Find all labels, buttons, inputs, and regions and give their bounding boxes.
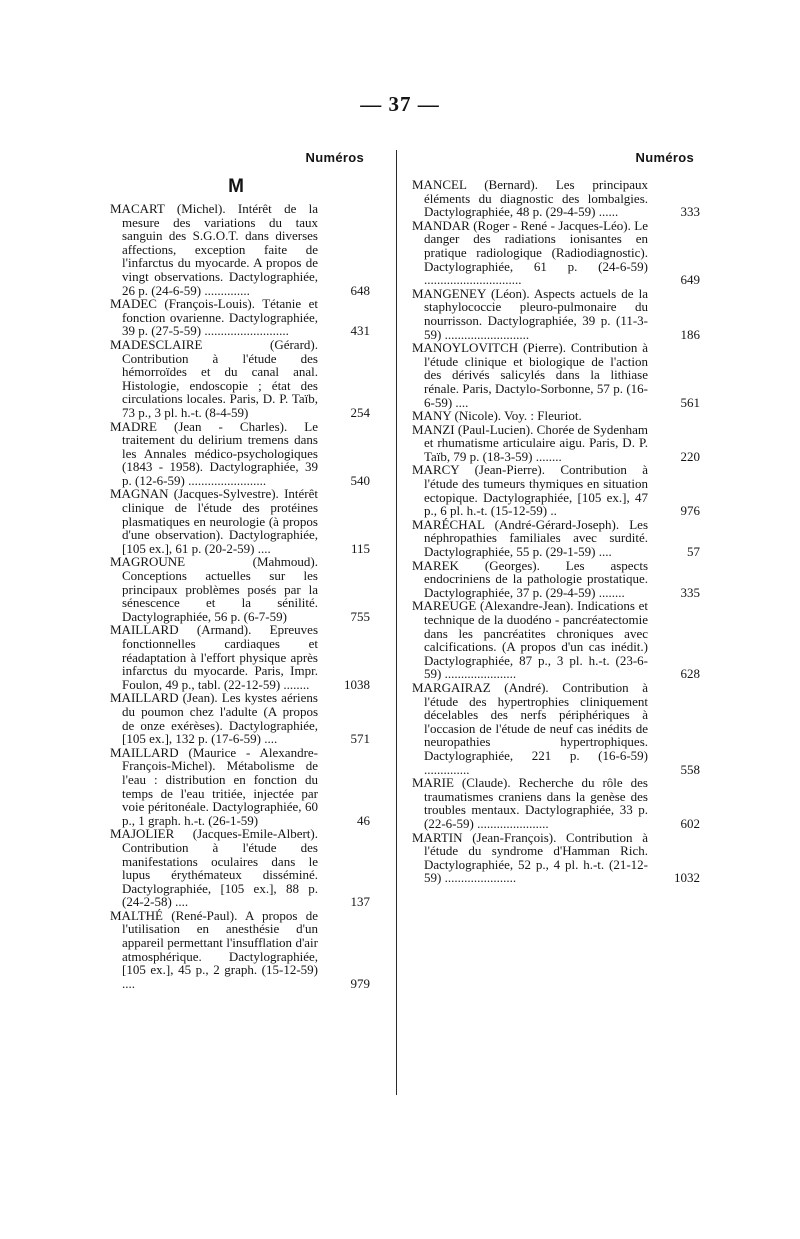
entry-list (110, 201, 370, 991)
entry-number: 602 (680, 815, 700, 831)
entry-text: MANGENEY (Léon). Aspects actuels de la staphylococcie pleuro-pulmonaire du nourrisson. Dactylographiée, 39 p. (11-3-59) .......................... (412, 285, 648, 342)
column-header: Numéros (305, 150, 364, 165)
entry-text: MAGNAN (Jacques-Sylvestre). Intérêt clinique de l'étude des protéines plasmatiques en neurologie (à propos d'une observation). Dactylographiée, [105 ex.], 61 p. (20-2-59) .... (110, 486, 318, 556)
index-entry (110, 907, 370, 991)
entry-number: 628 (680, 666, 700, 682)
entry-text: MADESCLAIRE (Gérard). Contribution à l'étude des hémorroïdes et du canal anal. Histologie, endoscopie ; état des circulations locales. Paris, D. P. Taïb, 73 p., 3 pl. h.-t. (8-4-59) (110, 336, 318, 420)
entry-number: 540 (350, 472, 370, 488)
entry-number: 333 (680, 204, 700, 220)
index-entry (412, 679, 700, 777)
entry-text: MANZI (Paul-Lucien). Chorée de Sydenham et rhumatisme articulaire aigu. Paris, D. P. Taïb, 79 p. (18-3-59) ........ (412, 421, 648, 464)
index-entry (110, 486, 370, 556)
entry-text: MADRE (Jean - Charles). Le traitement du delirium tremens dans les Annales médico-psychologiques (1843 - 1958). Dactylographiée, 39 p. (12-6-59) ........................ (110, 418, 318, 488)
index-entry (412, 557, 700, 600)
entry-number: 571 (350, 731, 370, 747)
entry-text: MANDAR (Roger - René - Jacques-Léo). Le danger des radiations ionisantes en pratique radiologique (Radiodiagnostic). Dactylographiée, 61 p. (24-6-59) .............................. (412, 217, 648, 288)
index-entry (110, 296, 370, 339)
index-entry (110, 826, 370, 910)
entry-number: 46 (357, 812, 370, 828)
index-entry (412, 462, 700, 519)
index-entry (110, 622, 370, 692)
index-entry (110, 744, 370, 828)
index-entry (110, 336, 370, 420)
entry-number: 1032 (674, 870, 700, 886)
section-letter: M (228, 176, 244, 197)
index-entry (412, 285, 700, 342)
index-entry (412, 217, 700, 288)
entry-text: MANCEL (Bernard). Les principaux éléments du diagnostic des lombalgies. Dactylographiée, 48 p. (29-4-59) ...... (412, 177, 648, 220)
index-entry (412, 829, 700, 886)
entry-number: 979 (350, 975, 370, 991)
entry-text: MARGAIRAZ (André). Contribution à l'étude des hypertrophies cliniquement décelables des nerfs périphériques à l'occasion de l'étude de neuf cas inédits de neuropathies hypertrophiques. Dactylographiée, 221 p. (16-6-59) .............. (412, 679, 648, 777)
entry-number: 137 (350, 894, 370, 910)
entry-text: MAREK (Georges). Les aspects endocriniens de la pathologie prostatique. Dactylographiée, 37 p. (29-4-59) ........ (412, 557, 648, 600)
index-entry (412, 775, 700, 831)
entry-number: 57 (687, 544, 700, 560)
entry-text: MAILLARD (Jean). Les kystes aériens du poumon chez l'adulte (A propos de onze exérèses). Dactylographiée, [105 ex.], 132 p. (17-6-59) .... (110, 690, 318, 747)
index-entry (110, 201, 370, 298)
entry-number: 115 (350, 540, 370, 556)
entry-number: 558 (680, 761, 700, 777)
entry-number: 976 (680, 503, 700, 519)
entry-number: 649 (680, 272, 700, 288)
entry-text: MANY (Nicole). Voy. : Fleuriot. (412, 408, 582, 424)
entry-number: 755 (350, 608, 370, 624)
index-entry (412, 409, 692, 423)
entry-text: MARIE (Claude). Recherche du rôle des traumatismes craniens dans la genèse des troubles mentaux. Dactylographiée, 33 p. (22-6-59) ...................... (412, 775, 648, 831)
index-entry (412, 516, 700, 560)
entry-number: 254 (350, 404, 370, 420)
entry-text: MAREUGE (Alexandre-Jean). Indications et technique de la duodéno - pancréatectomie dans les pancréatites chroniques avec calcifications. (A propos d'un cas inédit.) Dactylographiée, 87 p., 3 pl. h.-t. (23-6-59) ...................... (412, 598, 648, 682)
entry-text: MAILLARD (Maurice - Alexandre-François-Michel). Métabolisme de l'eau : distribution en fonction du temps de l'eau tritiée, injectée par voie péritonéale. Dactylographiée, 60 p., 1 graph. h.-t. (26-1-59) (110, 744, 318, 828)
entry-number: 648 (350, 282, 370, 298)
index-entry (110, 690, 370, 747)
entry-number: 186 (680, 326, 700, 342)
index-entry (412, 421, 700, 464)
entry-text: MAJOLIER (Jacques-Emile-Albert). Contribution à l'étude des manifestations oculaires dans le lupus érythémateux disséminé. Dactylographiée, [105 ex.], 88 p. (24-2-58) .... (110, 826, 318, 910)
entry-text: MACART (Michel). Intérêt de la mesure des variations du taux sanguin des S.G.O.T. dans diverses affections, exception faite de l'infarctus du myocarde. A propos de vingt observations. Dactylographiée, 26 p. (24-6-59) .............. (110, 201, 318, 298)
entry-text: MARTIN (Jean-François). Contribution à l'étude du syndrome d'Hamman Rich. Dactylographiée, 52 p., 4 pl. h.-t. (21-12-59) ...................... (412, 829, 648, 886)
page-number: — 37 — (360, 92, 440, 116)
index-entry (110, 418, 370, 488)
index-entry (412, 598, 700, 682)
entry-text: MANOYLOVITCH (Pierre). Contribution à l'étude clinique et biologique de l'action des dérivés salicylés dans la lithiase rénale. Paris, Dactylo-Sorbonne, 57 p. (16-6-59) .... (412, 340, 648, 410)
entry-text: MADEC (François-Louis). Tétanie et fonction ovarienne. Dactylographiée, 39 p. (27-5-59) .......................... (110, 296, 318, 339)
entry-text: MALTHÉ (René-Paul). A propos de l'utilisation en anesthésie d'un appareil permettant l'insufflation d'air atmosphérique. Dactylographiée, [105 ex.], 45 p., 2 graph. (15-12-59) .... (110, 907, 318, 991)
index-entry (110, 554, 370, 624)
entry-text: MAGROUNE (Mahmoud). Conceptions actuelles sur les principaux problèmes posés par la sénescence et la sénilité. Dactylographiée, 56 p. (6-7-59) (110, 554, 318, 624)
entry-number: 561 (680, 394, 700, 410)
entry-text: MARCY (Jean-Pierre). Contribution à l'étude des tumeurs thymiques en situation ectopique. Dactylographiée, [105 ex.], 47 p., 6 pl. h.-t. (15-12-59) .. (412, 462, 648, 519)
entry-number: 1038 (344, 676, 370, 692)
entry-list (412, 177, 700, 886)
index-entry (412, 177, 700, 220)
entry-number: 220 (680, 448, 700, 464)
entry-number: 431 (350, 323, 370, 339)
entry-text: MARÉCHAL (André-Gérard-Joseph). Les néphropathies familiales avec surdité. Dactylographiée, 55 p. (29-1-59) .... (412, 516, 648, 560)
entry-number: 335 (680, 584, 700, 600)
index-entry (412, 340, 700, 410)
entry-text: MAILLARD (Armand). Epreuves fonctionnelles cardiaques et réadaptation à l'effort physique après infarctus du myocarde. Paris, Impr. Foulon, 49 p., tabl. (22-12-59) ........ (110, 622, 318, 692)
column-divider (396, 150, 397, 1095)
column-header: Numéros (635, 150, 694, 165)
